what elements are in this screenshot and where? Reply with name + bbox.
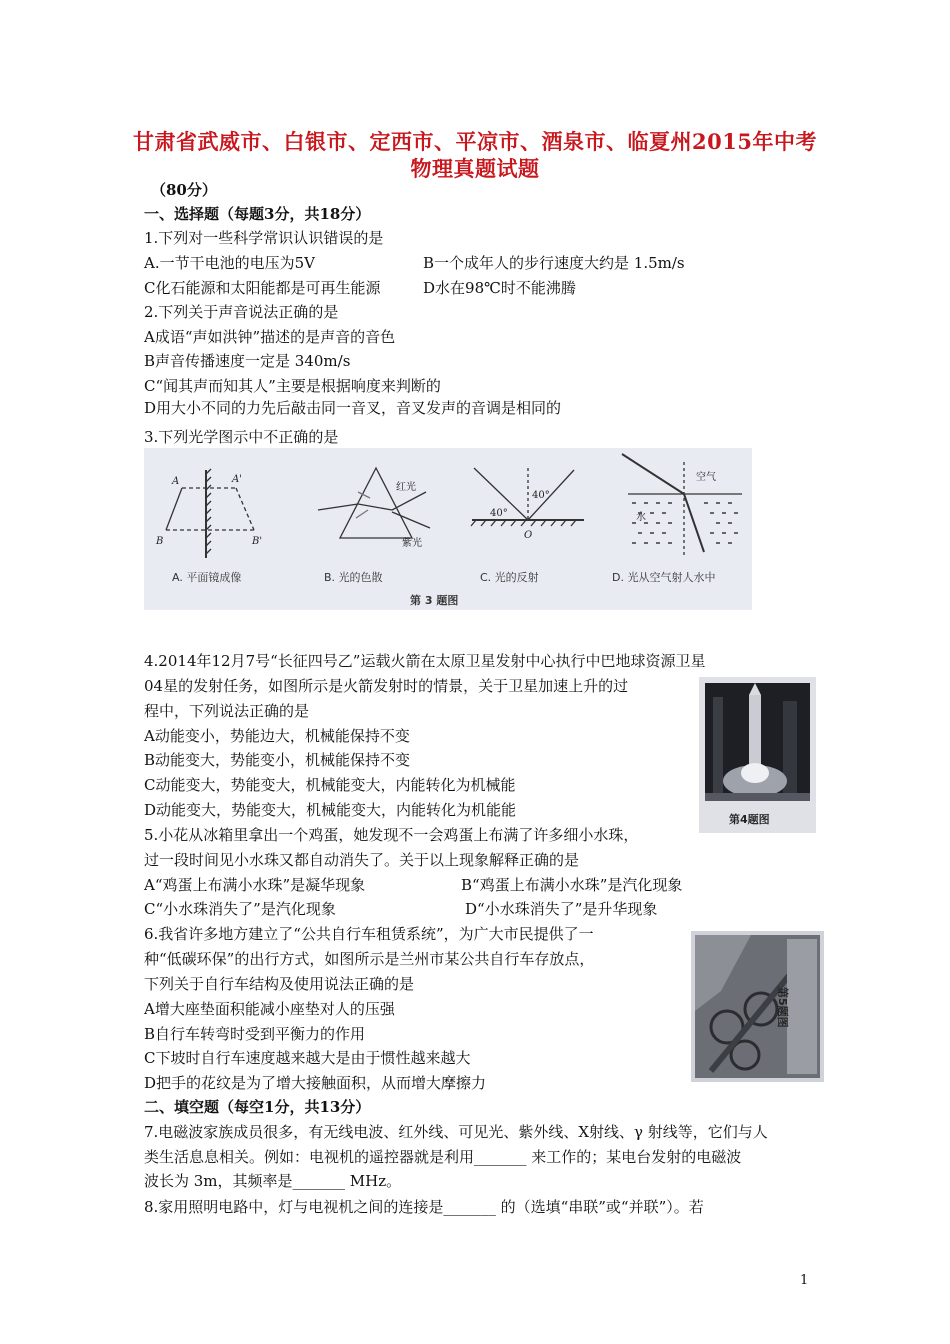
q3-stem: 3.下列光学图示中不正确的是	[144, 428, 339, 446]
label-a: A	[172, 476, 180, 487]
caption-c: C. 光的反射	[480, 571, 539, 584]
page-number: 1	[800, 1273, 809, 1288]
label-point-o: O	[524, 530, 533, 541]
q6-option-d: D把手的花纹是为了增大接触面积，从而增大摩擦力	[144, 1074, 487, 1092]
caption-d: D. 光从空气射人水中	[612, 571, 716, 584]
q4-stem-line1: 4.2014年12月7号“长征四号乙”运载火箭在太原卫星发射中心执行中巴地球资源卫星	[144, 652, 706, 670]
q5-stem-line1: 5.小花从冰箱里拿出一个鸡蛋，她发现不一会鸡蛋上布满了许多细小水珠，	[144, 826, 639, 844]
q6-stem-line1: 6.我省许多地方建立了“公共自行车租赁系统”，为广大市民提供了一	[144, 925, 594, 943]
label-a-prime: A'	[232, 474, 242, 485]
caption-b: B. 光的色散	[324, 571, 383, 584]
q1-stem: 1.下列对一些科学常识认识错误的是	[144, 229, 384, 247]
figure-6-caption: 第5题图	[776, 987, 789, 1028]
q4-stem-line2: 04星的发射任务，如图所示是火箭发射时的情景，关于卫星加速上升的过	[144, 677, 629, 695]
q1-option-d: D水在98℃时不能沸腾	[423, 279, 576, 297]
q7-line1: 7.电磁波家族成员很多，有无线电波、红外线、可见光、紫外线、X射线、γ 射线等，它们与人	[144, 1123, 768, 1141]
diagram-refraction	[622, 454, 742, 558]
caption-a: A. 平面镜成像	[172, 571, 242, 584]
q6-stem-line2: 种“低碳环保”的出行方式，如图所示是兰州市某公共自行车存放点，	[144, 950, 595, 968]
section-heading-choice: 一、选择题（每题3分，共18分）	[144, 205, 371, 223]
q5-option-c: C“小水珠消失了”是汽化现象	[144, 900, 336, 918]
bicycle-station-photo	[691, 931, 824, 1082]
diagram-prism	[318, 468, 430, 538]
label-b-prime: B'	[252, 536, 263, 547]
section-heading-fill: 二、填空题（每空1分，共13分）	[144, 1098, 371, 1116]
q3-optics-figure	[144, 448, 752, 610]
label-b: B	[156, 536, 164, 547]
q2-option-d: D用大小不同的力先后敲击同一音叉，音叉发声的音调是相同的	[144, 399, 562, 417]
q6-option-a: A增大座垫面积能减小座垫对人的压强	[144, 1000, 395, 1018]
q4-option-a: A动能变小，势能边大，机械能保持不变	[144, 727, 410, 745]
q5-option-a: A“鸡蛋上布满小水珠”是凝华现象	[144, 876, 366, 894]
q6-option-b: B自行车转弯时受到平衡力的作用	[144, 1025, 366, 1043]
q4-option-c: C动能变大，势能变大，机械能变大，内能转化为机械能	[144, 776, 516, 794]
exam-title-line2: 物理真题试题	[410, 156, 540, 181]
q2-option-a: A成语“声如洪钟”描述的是声音的音色	[144, 328, 396, 346]
q1-option-a: A.一节干电池的电压为5V	[144, 254, 315, 272]
q2-option-b: B声音传播速度一定是 340m/s	[144, 352, 351, 370]
q7-line3: 波长为 3m，其频率是_______ MHz。	[144, 1172, 402, 1190]
label-red-light: 红光	[396, 482, 416, 493]
q7-line2: 类生活息息相关。例如：电视机的遥控器就是利用_______ 来工作的；某电台发射的电磁波	[144, 1148, 742, 1166]
water-hatching	[632, 502, 738, 544]
q6-option-c: C下坡时自行车速度越来越大是由于惯性越来越大	[144, 1049, 471, 1067]
label-air: 空气	[696, 472, 716, 483]
q8-line1: 8.家用照明电路中，灯与电视机之间的连接是_______ 的（选填“串联”或“并联”）。若	[144, 1198, 704, 1216]
q5-option-d: D“小水珠消失了”是升华现象	[465, 900, 658, 918]
q5-stem-line2: 过一段时间见小水珠又都自动消失了。关于以上现象解释正确的是	[144, 851, 580, 869]
q2-option-c: C“闻其声而知其人”主要是根据响度来判断的	[144, 377, 441, 395]
q1-option-b: B一个成年人的步行速度大约是 1.5m/s	[423, 254, 685, 272]
exam-title-line1: 甘肃省武威市、白银市、定西市、平凉市、酒泉市、临夏州2015年中考	[133, 129, 817, 154]
q4-option-b: B动能变大，势能变小，机械能保持不变	[144, 751, 411, 769]
label-angle-incident: 40°	[490, 508, 508, 519]
diagram-reflection	[471, 468, 584, 526]
q4-stem-line3: 程中，下列说法正确的是	[144, 702, 310, 720]
q5-option-b: B“鸡蛋上布满小水珠”是汽化现象	[461, 876, 683, 894]
figure-3-title: 第 3 题图	[410, 594, 459, 607]
rocket-launch-image	[699, 677, 816, 833]
bicycle-station-image	[691, 931, 824, 1082]
q2-stem: 2.下列关于声音说法正确的是	[144, 303, 339, 321]
rocket-launch-photo	[699, 677, 816, 833]
label-angle-reflect: 40°	[532, 490, 550, 501]
q1-option-c: C化石能源和太阳能都是可再生能源	[144, 279, 381, 297]
figure-4-caption: 第4题图	[729, 813, 770, 826]
optics-diagrams	[144, 448, 752, 610]
q4-option-d: D动能变大，势能变大，机械能变大，内能转化为机能能	[144, 801, 517, 819]
total-score: （80分）	[151, 181, 217, 199]
label-water: 水	[636, 512, 646, 523]
q6-stem-line3: 下列关于自行车结构及使用说法正确的是	[144, 975, 415, 993]
label-violet-light: 紫光	[402, 538, 422, 549]
